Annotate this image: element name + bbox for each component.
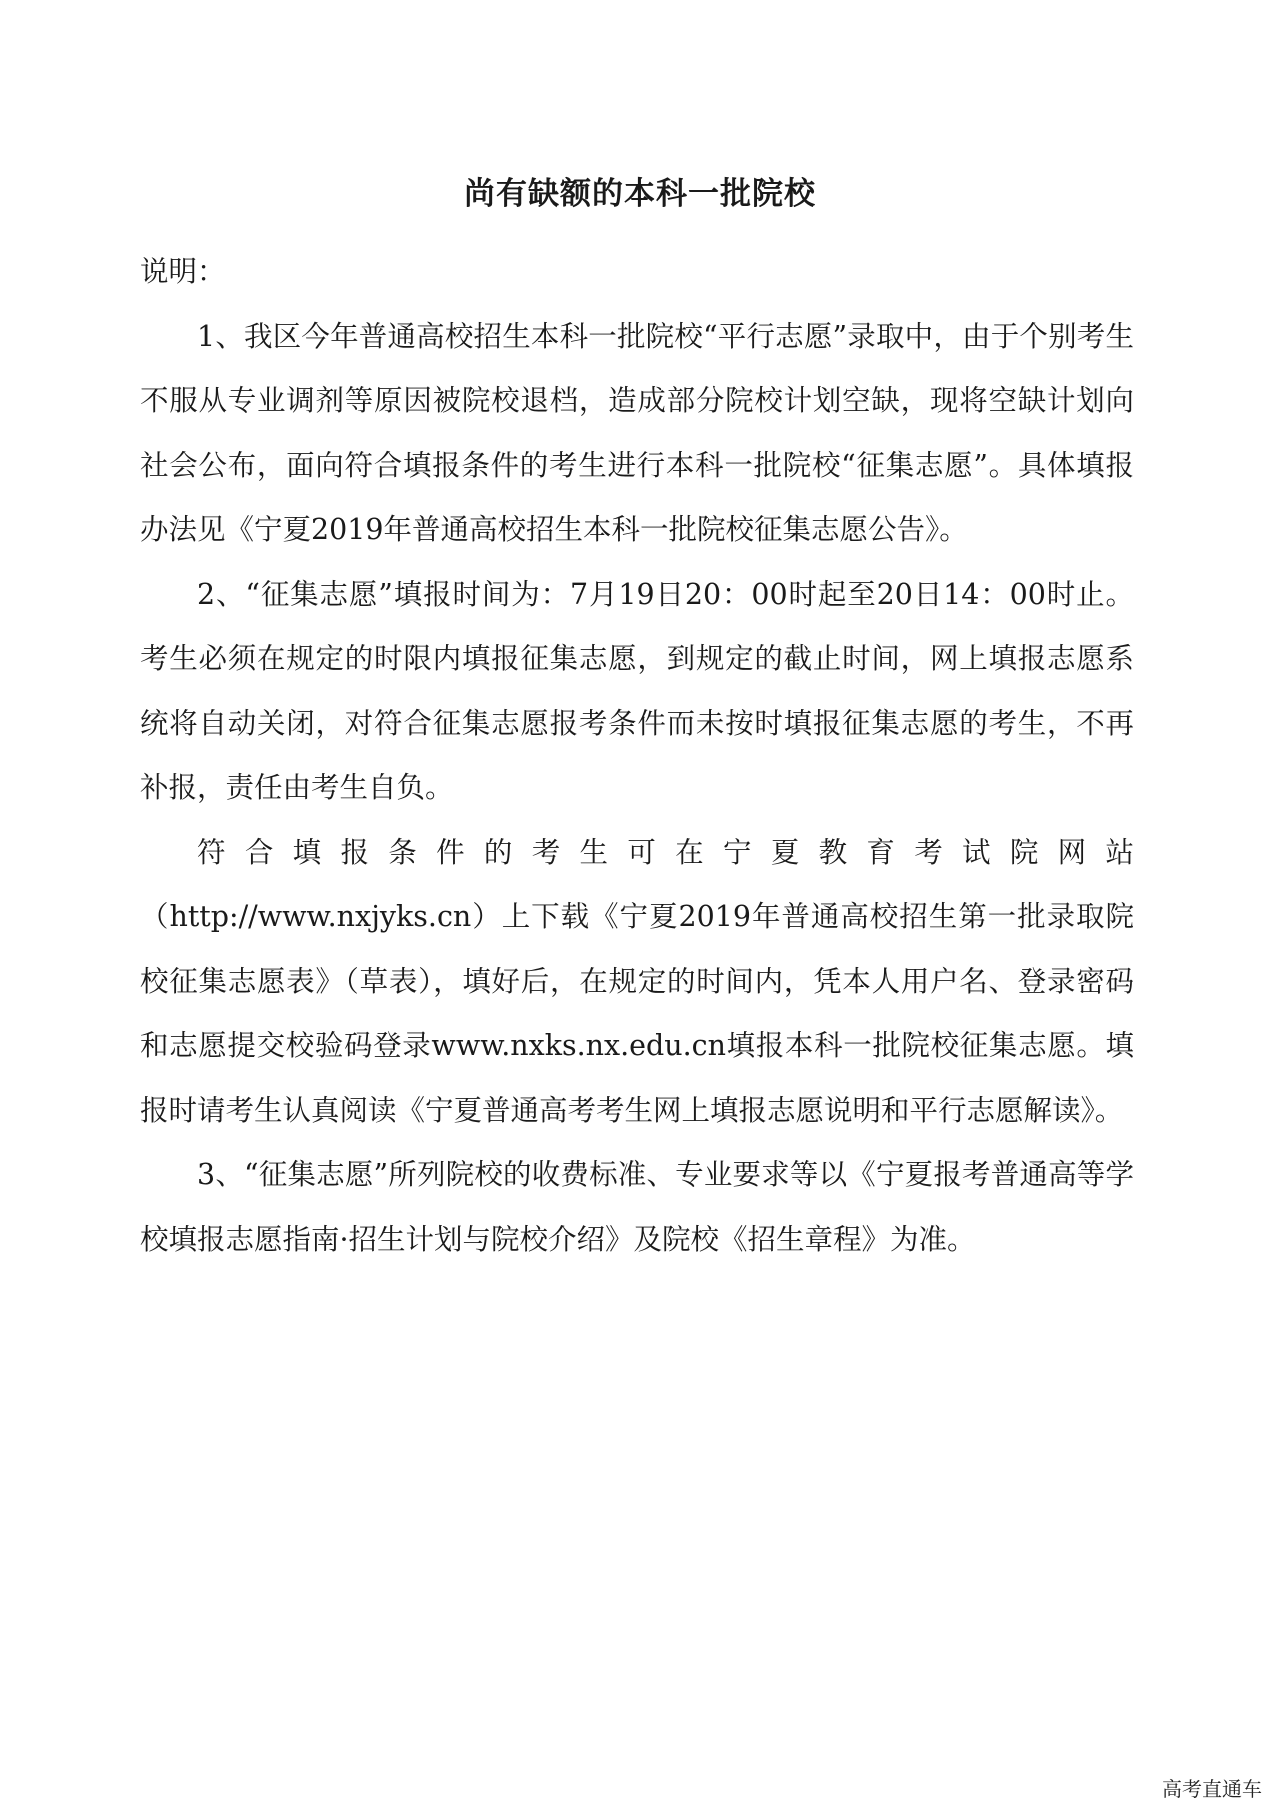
paragraph-4: 3、“征集志愿”所列院校的收费标准、专业要求等以《宁夏报考普通高等学校填报志愿指南·招生计划与院校介绍》及院校《招生章程》为准。 bbox=[140, 1158, 1134, 1256]
paragraph-3-continued: （http://www.nxjyks.cn）上下载《宁夏2019年普通高校招生第一批录取院校征集志愿表》（草表），填好后，在规定的时间内，凭本人用户名、登录密码和志愿提交校验码登录www.nxks.nx.edu.cn填报本科一批院校征集志愿。填报时请考生认真阅读《宁夏普通高考考生网上填报志愿说明和平行志愿解读》。 bbox=[140, 900, 1134, 1127]
watermark: 高考直通车 bbox=[1162, 1777, 1262, 1801]
paragraph-1: 1、我区今年普通高校招生本科一批院校“平行志愿”录取中，由于个别考生不服从专业调剂等原因被院校退档，造成部分院校计划空缺，现将空缺计划向社会公布，面向符合填报条件的考生进行本科一批院校“征集志愿”。具体填报办法见《宁夏2019年普通高校招生本科一批院校征集志愿公告》。 bbox=[140, 319, 1134, 546]
paragraph-3-first-line: 符合填报条件的考生可在宁夏教育考试院网站 bbox=[197, 835, 1134, 869]
document-body bbox=[140, 240, 1134, 1272]
document-title: 尚有缺额的本科一批院校 bbox=[464, 176, 816, 212]
explanation-label: 说明： bbox=[140, 255, 226, 288]
paragraph-2: 2、“征集志愿”填报时间为：7月19日20：00时起至20日14：00时止。考生必须在规定的时限内填报征集志愿，到规定的截止时间，网上填报志愿系统将自动关闭，对符合征集志愿报考条件而未按时填报征集志愿的考生，不再补报，责任由考生自负。 bbox=[140, 577, 1134, 804]
